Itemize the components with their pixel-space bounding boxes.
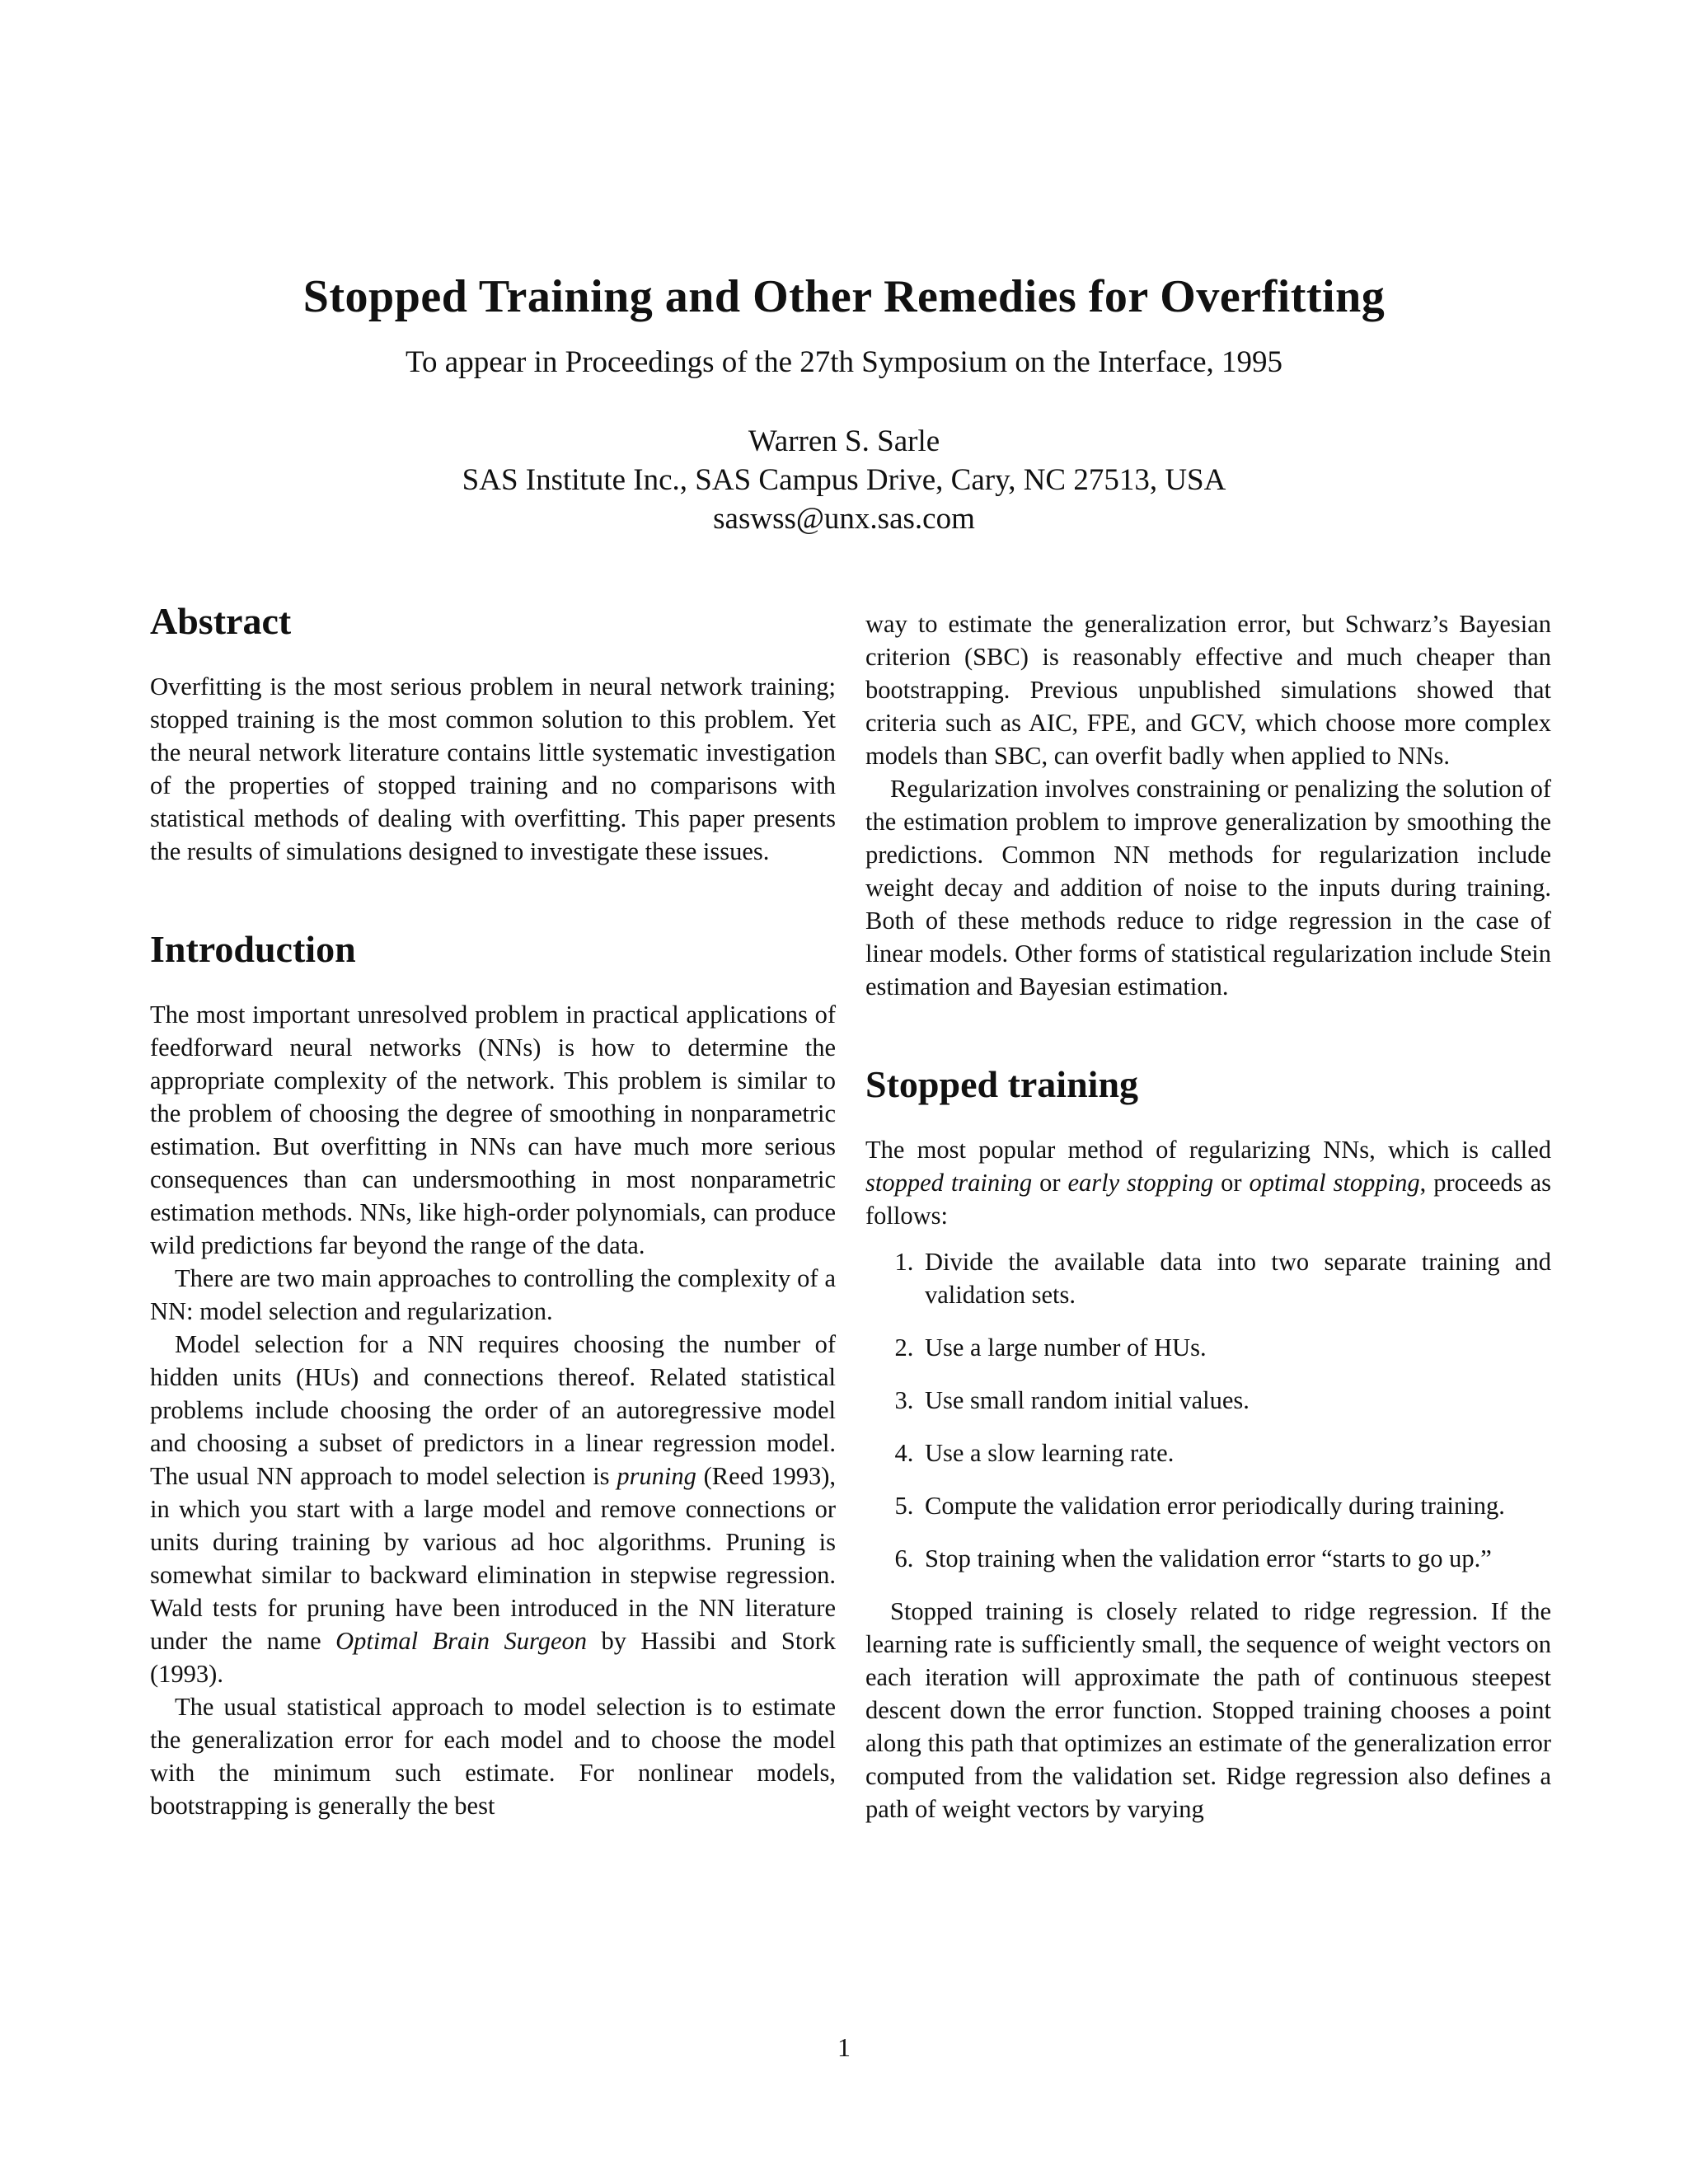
intro-paragraph-5: Regularization involves constraining or penalizing the solution of the estimation problem to improve generalization by smoothing the predictions. Common NN methods for regularization include weight decay and addition of noise to the inputs during training. Both of these methods reduce to ridge regression in the case of linear models. Other forms of statistical regularization include Stein estimation and Bayesian estimation. (865, 775, 1551, 1001)
stopped-training-intro (865, 1133, 1551, 1232)
step-item: 5. Compute the validation error periodically during training. (920, 1489, 1551, 1522)
author-email: saswss@unx.sas.com (713, 502, 975, 536)
introduction-heading: Introduction (150, 928, 356, 970)
author-block (0, 422, 1688, 538)
intro-paragraph-3 (150, 1328, 836, 1690)
paper-title: Stopped Training and Other Remedies for Overfitting (302, 271, 1386, 322)
intro-paragraph-1: The most important unresolved problem in practical applications of feedforward neural networks (NNs) is how to determine the appropriate complexity of the network. This problem is similar to the problem of choosing the degree of smoothing in nonparametric estimation. But overfitting in NNs can have much more serious consequences than can undersmoothing in most nonparametric estimation methods. NNs, like high-order polynomials, can produce wild predictions far beyond the range of the data. (150, 1001, 836, 1259)
stopped-training-ridge-paragraph: Stopped training is closely related to ridge regression. If the learning rate is sufficiently small, the sequence of weight vectors on each iteration will approximate the path of continuous steepest descent down the error function. Stopped training chooses a point along this path that optimizes an estimate of the generalization error computed from the validation set. Ridge regression also defines a path of weight vectors by varying (865, 1597, 1551, 1823)
st-intro-text-d: , proceeds as follows: (865, 1169, 1551, 1230)
pruning-term: pruning (617, 1462, 696, 1490)
step-item: 4. Use a slow learning rate. (920, 1436, 1551, 1469)
st-intro-text-c: or (1213, 1169, 1250, 1197)
intro-paragraph-2: There are two main approaches to controlling the complexity of a NN: model selection and regularization. (150, 1264, 836, 1325)
left-column (150, 598, 836, 1822)
intro-p3-text-a: Model selection for a NN requires choosing the number of hidden units (HUs) and connections thereof. Related statistical problems include choosing the order of an autoregressive model and choosing a subset of predictors in a linear regression model. The usual NN approach to model selection is (150, 1330, 836, 1490)
step-item: 3. Use small random initial values. (920, 1384, 1551, 1417)
paper-subtitle: To appear in Proceedings of the 27th Symposium on the Interface, 1995 (406, 345, 1282, 379)
optimal-stopping-term: optimal stopping (1249, 1169, 1420, 1197)
abstract-text: Overfitting is the most serious problem in neural network training; stopped training is the most common solution to this problem. Yet the neural network literature contains little systematic investigation of the properties of stopped training and no comparisons with statistical methods of dealing with overfitting. This paper presents the results of simulations designed to investigate these issues. (150, 673, 836, 865)
stopped-training-term: stopped training (865, 1169, 1033, 1197)
step-item: 6. Stop training when the validation error “starts to go up.” (920, 1542, 1551, 1575)
intro-p3-text-b: (Reed 1993), in which you start with a large model and remove connections or units during training by various ad hoc algorithms. Pruning is somewhat similar to backward elimination in stepwise regression. Wald tests for pruning have been introduced in the NN literature under the name (150, 1462, 837, 1655)
page-number: 1 (837, 2032, 851, 2062)
step-item: 2. Use a large number of HUs. (920, 1331, 1551, 1364)
intro-paragraph-4-continued: way to estimate the generalization error, but Schwarz’s Bayesian criterion (SBC) is reasonably effective and much cheaper than bootstrapping. Previous unpublished simulations showed that criteria such as AIC, FPE, and GCV, which choose more complex models than SBC, can overfit badly when applied to NNs. (865, 610, 1551, 770)
intro-p4-left-part: The usual statistical approach to model selection is to estimate the generalization error for each model and to choose the model with the minimum such estimate. For nonlinear models, bootstrapping is generally the best (150, 1693, 836, 1820)
step-item: 1. Divide the available data into two separate training and validation sets. (920, 1245, 1551, 1311)
optimal-brain-surgeon-term: Optimal Brain Surgeon (335, 1627, 588, 1655)
stopped-training-steps (865, 1245, 1551, 1575)
st-intro-text-b: or (1032, 1169, 1068, 1197)
st-intro-text-a: The most popular method of regularizing NNs, which is called (865, 1136, 1551, 1164)
intro-paragraph-4 (150, 1690, 836, 1822)
early-stopping-term: early stopping (1067, 1169, 1214, 1197)
author-name: Warren S. Sarle (748, 424, 940, 458)
abstract-heading: Abstract (150, 600, 292, 642)
author-affiliation: SAS Institute Inc., SAS Campus Drive, Cary, NC 27513, USA (462, 463, 1226, 497)
right-column (865, 607, 1551, 1825)
intro-p3-text-c: by Hassibi and Stork (1993). (150, 1627, 836, 1688)
stopped-training-heading: Stopped training (865, 1063, 1139, 1105)
